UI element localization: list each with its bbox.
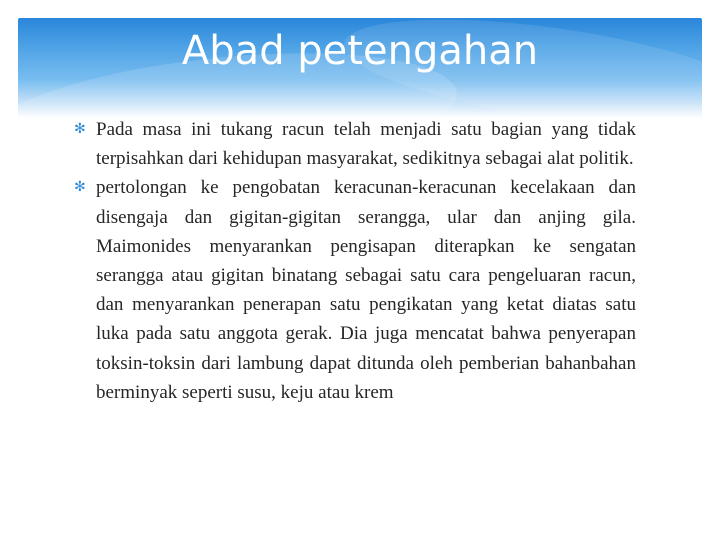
bullet-text: Pada masa ini tukang racun telah menjadi satu bagian yang tidak terpisahkan dari kehidupan masyarakat, sedikitnya sebagai alat politik. [96,119,636,170]
asterisk-icon: ✻ [74,179,86,196]
bullet-text: pertolongan ke pengobatan keracunan-keracunan kecelakaan dan disengaja dan gigitan-gigitan serangga, ular dan anjing gila. Maimonides menyarankan pengisapan diterapkan ke sengatan serangga atau gigitan binatang sebagai satu cara pengeluaran racun, dan menyarankan penerapan satu pengikatan yang ketat diatas satu luka pada satu anggota gerak. Dia juga mencatat bahwa penyerapan toksin-toksin dari lambung dapat ditunda oleh pemberian bahanbahan berminyak seperti susu, keju atau krem [96,177,636,403]
slide-title: Abad petengahan [181,28,539,74]
bullet-item [74,115,636,173]
bullet-item [74,173,636,407]
asterisk-icon: ✻ [74,121,86,137]
bullet-list [74,115,636,407]
